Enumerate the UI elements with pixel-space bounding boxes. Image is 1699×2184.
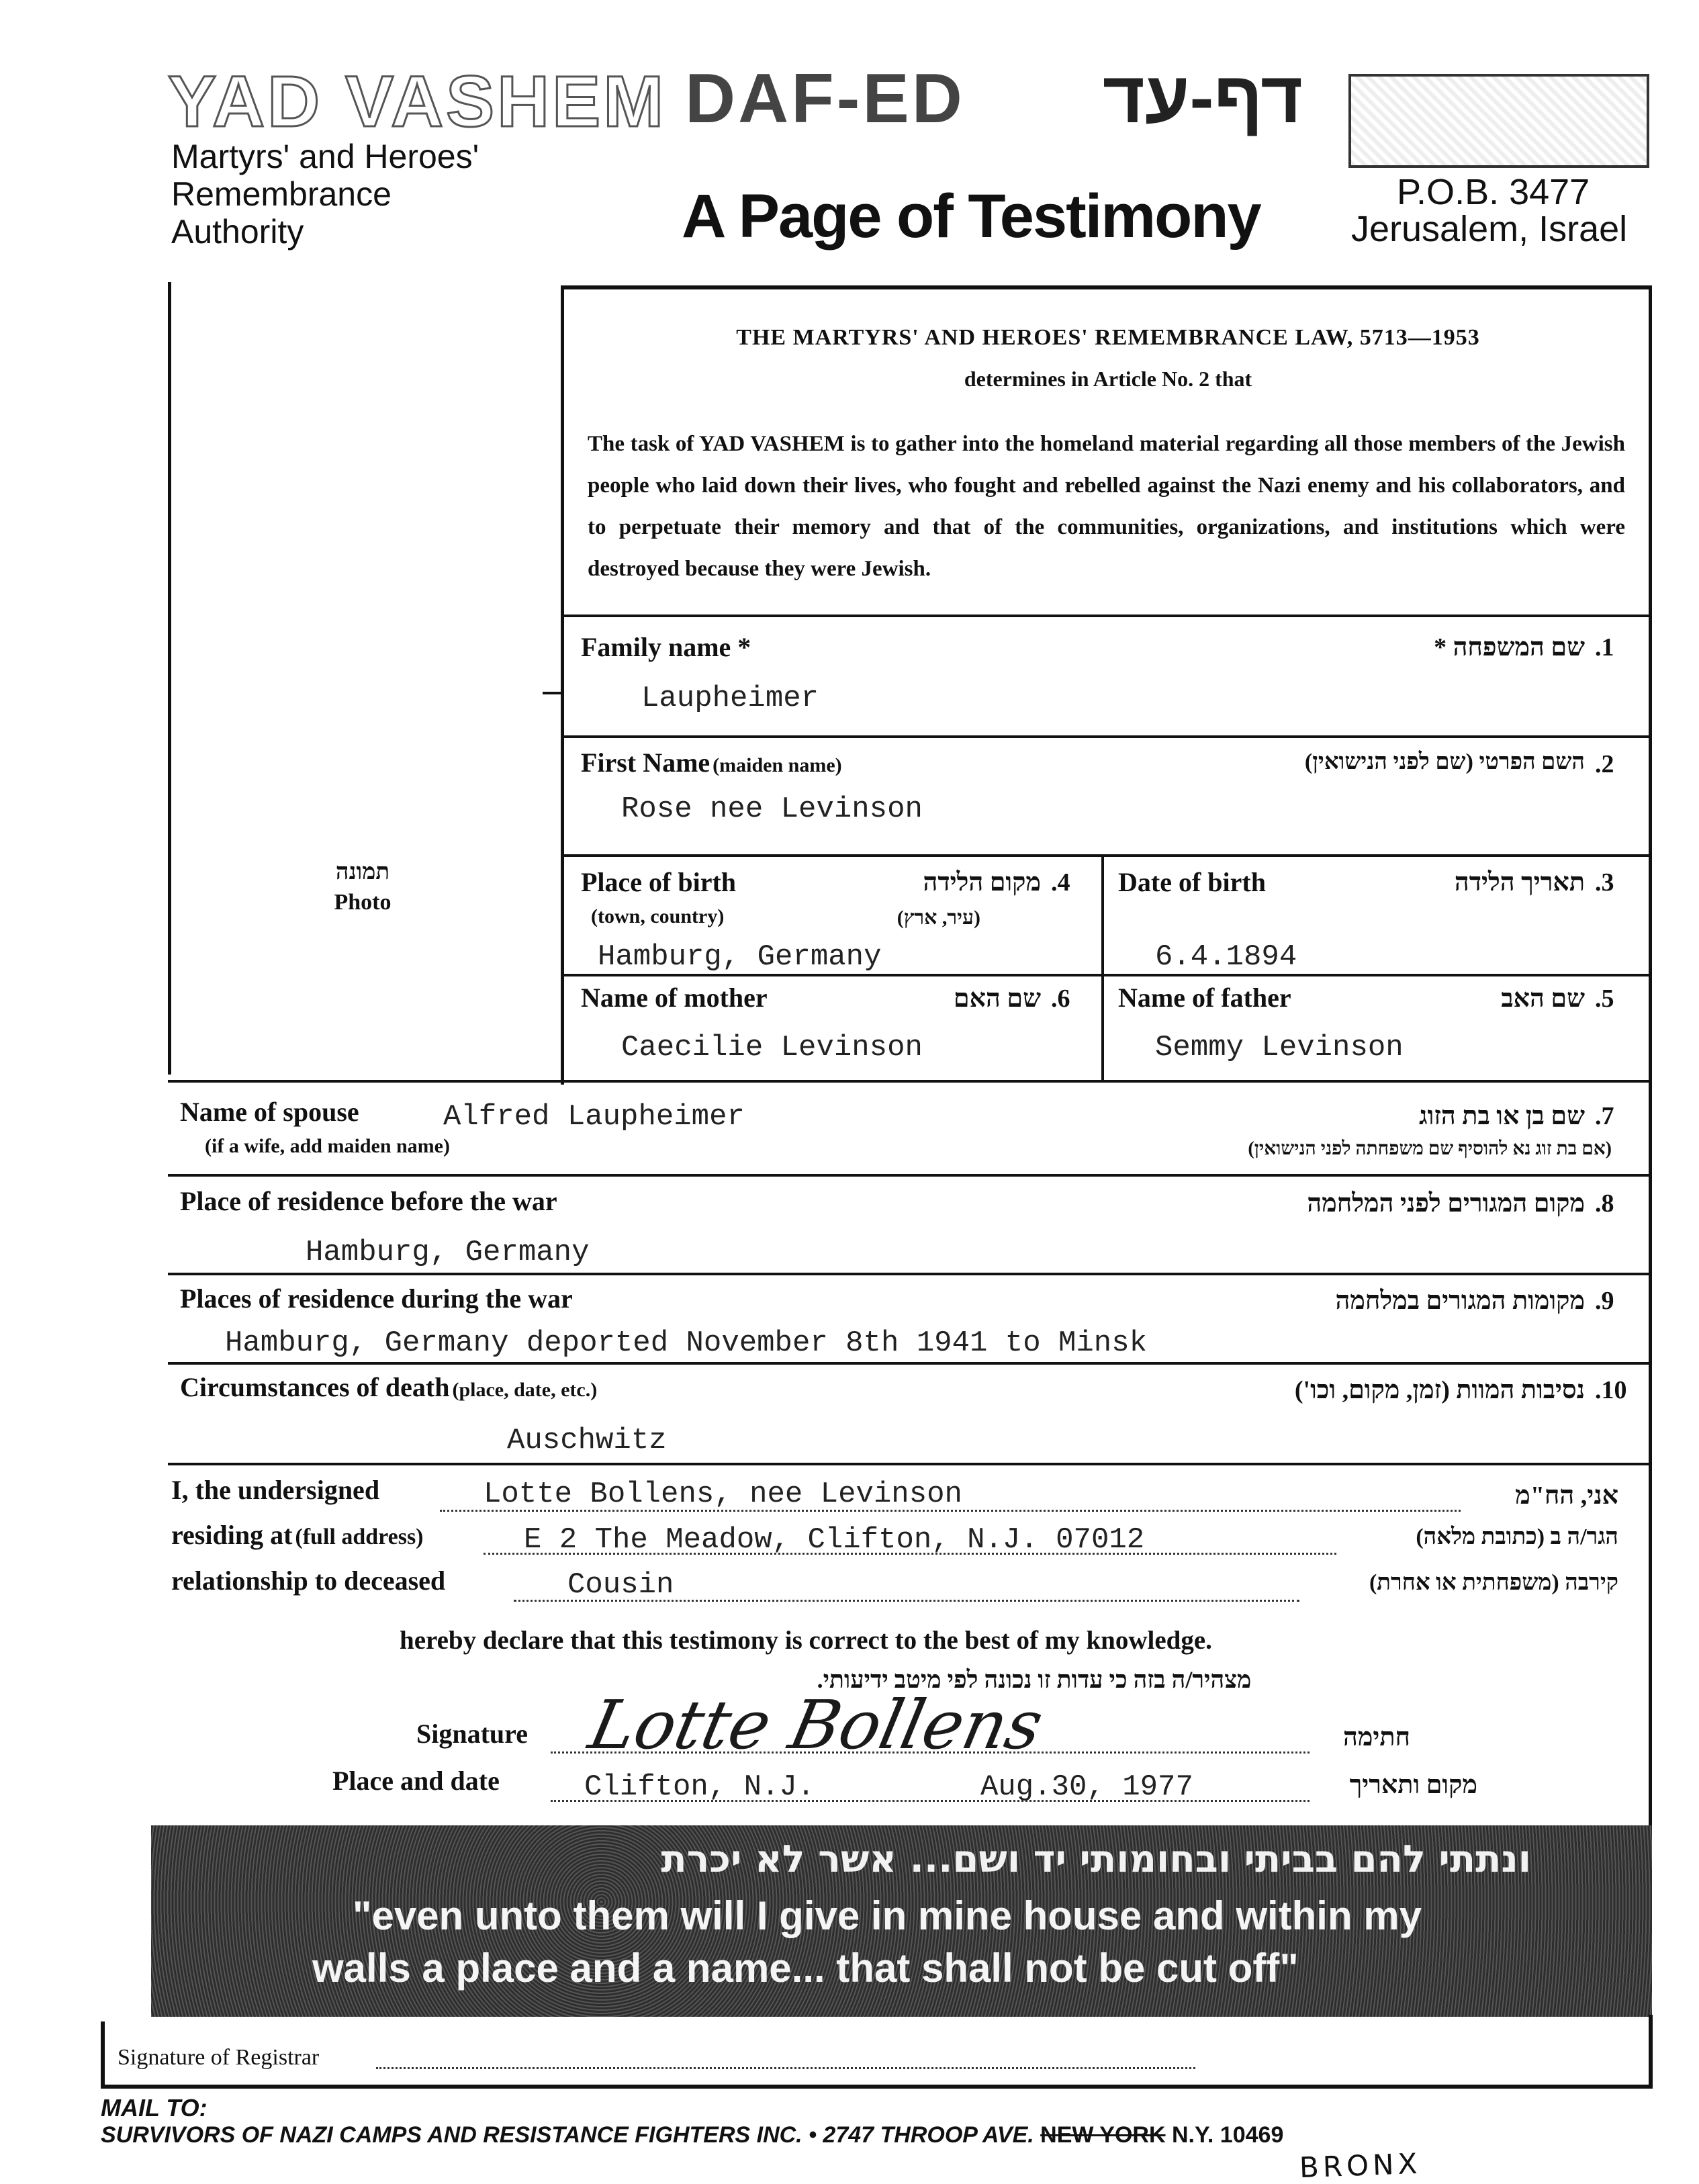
spouse-label: Name of spouse <box>180 1097 359 1127</box>
mail-to-label: MAIL TO: <box>101 2094 208 2122</box>
family-name-number: .1 <box>1595 633 1614 662</box>
registrar-bottom-bracket <box>101 2085 1649 2089</box>
banner-hebrew: ונתתי להם בביתי ובחומותי יד ושם... אשר לא יכרת <box>661 1837 1531 1881</box>
rule-7 <box>168 1362 1652 1365</box>
banner-line-1: "even unto them will I give in mine house and within my <box>353 1893 1422 1938</box>
rule-4 <box>168 1080 1652 1083</box>
date-of-birth-hebrew: תאריך הלידה <box>1454 868 1585 897</box>
signature-hebrew: חתימה <box>1342 1723 1410 1751</box>
city-address: Jerusalem, Israel <box>1351 209 1628 249</box>
law-bottom-rule <box>561 615 1652 617</box>
banner-line-2: walls a place and a name... that shall not be cut off" <box>312 1946 1299 1991</box>
first-name-hebrew: השם הפרטי (שם לפני הנישואין) <box>1304 749 1585 774</box>
residence-during-label: Places of residence during the war <box>180 1283 573 1314</box>
circumstances-value[interactable]: Auschwitz <box>507 1424 667 1457</box>
daf-ed-hebrew-logo: דף-עד <box>1102 56 1303 138</box>
father-label: Name of father <box>1118 983 1291 1013</box>
place-date-label: Place and date <box>332 1766 500 1796</box>
left-photo-border <box>168 282 171 1075</box>
stamp-box <box>1348 74 1649 168</box>
law-body: The task of YAD VASHEM is to gather into the homeland material regarding all those members of the Jewish people who laid down their lives, who fought and rebelled against the Nazi enemy and his collaborators, and to perpetuate their memory and that of the communities, organizations, and institutions which were destroyed because they were Jewish. <box>588 432 1625 581</box>
residence-before-value[interactable]: Hamburg, Germany <box>306 1236 590 1269</box>
place-of-birth-value[interactable]: Hamburg, Germany <box>598 940 882 974</box>
first-name-number: .2 <box>1595 750 1614 778</box>
photo-hebrew-label: תמונה <box>335 860 390 884</box>
relationship-label: relationship to deceased <box>171 1565 446 1596</box>
mother-hebrew: שם האם <box>953 985 1041 1013</box>
registrar-line <box>376 2067 1195 2069</box>
spouse-hebrew: שם בן או בת הזוג <box>1419 1102 1585 1130</box>
authority-name: Martyrs' and Heroes' Remembrance Authority <box>171 138 479 251</box>
declaration-hebrew: מצהיר/ה בזה כי עדות זו נכונה לפי מיטב ידיעותי. <box>817 1666 1252 1693</box>
place-date-hebrew: מקום ותאריך <box>1349 1771 1477 1799</box>
registrar-right-bracket <box>1649 2015 1653 2089</box>
handwritten-bronx: BRONX <box>1299 2146 1422 2184</box>
spouse-sub: (if a wife, add maiden name) <box>205 1135 450 1157</box>
spouse-value[interactable]: Alfred Laupheimer <box>443 1100 745 1134</box>
mother-number: .6 <box>1051 985 1070 1013</box>
undersigned-label: I, the undersigned <box>171 1475 380 1505</box>
pob-address: P.O.B. 3477 <box>1397 172 1590 212</box>
residence-during-number: .9 <box>1595 1287 1614 1315</box>
mother-value[interactable]: Caecilie Levinson <box>621 1031 923 1064</box>
rule-5 <box>168 1174 1652 1177</box>
residence-before-hebrew: מקום המגורים לפני המלחמה <box>1307 1189 1585 1218</box>
circumstances-hebrew: נסיבות המוות (זמן, מקום, וכו') <box>1294 1376 1585 1404</box>
declaration-text: hereby declare that this testimony is correct to the best of my knowledge. <box>400 1626 1212 1655</box>
place-of-birth-label: Place of birth <box>581 867 737 897</box>
undersigned-hebrew: אני, הח"מ <box>1515 1482 1618 1510</box>
signature-value[interactable]: Lotte Bollens <box>582 1686 1050 1764</box>
family-name-value[interactable]: Laupheimer <box>641 682 819 715</box>
relationship-hebrew: קירבה (משפחתית או אחרת) <box>1369 1570 1618 1595</box>
date-of-birth-label: Date of birth <box>1118 867 1266 897</box>
place-of-birth-hebrew-sub: (עיר, ארץ) <box>897 907 980 929</box>
father-number: .5 <box>1595 985 1614 1013</box>
date-of-birth-value[interactable]: 6.4.1894 <box>1155 940 1297 974</box>
circumstances-number: .10 <box>1595 1376 1627 1404</box>
date-of-birth-number: .3 <box>1595 868 1614 897</box>
undersigned-value[interactable]: Lotte Bollens, nee Levinson <box>484 1477 962 1511</box>
circumstances-label: Circumstances of death (place, date, etc.) <box>180 1372 598 1402</box>
spouse-number: .7 <box>1595 1102 1614 1130</box>
residing-label: residing at (full address) <box>171 1520 424 1550</box>
residence-during-value[interactable]: Hamburg, Germany deported November 8th 1941 to Minsk <box>225 1326 1148 1360</box>
rule-2 <box>561 854 1652 857</box>
first-name-label: First Name (maiden name) <box>581 747 842 778</box>
rule-8 <box>168 1463 1652 1465</box>
residing-value[interactable]: E 2 The Meadow, Clifton, N.J. 07012 <box>524 1523 1145 1557</box>
mid-divider <box>1101 854 1104 1083</box>
registrar-label: Signature of Registrar <box>118 2045 320 2070</box>
date-value[interactable]: Aug.30, 1977 <box>980 1770 1193 1804</box>
residence-before-label: Place of residence before the war <box>180 1186 557 1216</box>
right-border <box>1649 285 1652 1830</box>
father-value[interactable]: Semmy Levinson <box>1155 1031 1404 1064</box>
law-heading: THE MARTYRS' AND HEROES' REMEMBRANCE LAW, 5713—1953 <box>736 325 1480 350</box>
photo-label: Photo <box>334 890 392 915</box>
mother-label: Name of mother <box>581 983 768 1013</box>
place-of-birth-sub: (town, country) <box>591 905 725 927</box>
inner-left-border <box>561 285 564 1085</box>
family-name-hebrew: שם המשפחה * <box>1434 633 1585 662</box>
rule-6 <box>168 1273 1652 1275</box>
yad-vashem-logo: YAD VASHEM <box>168 60 667 142</box>
place-of-birth-number: .4 <box>1051 868 1070 897</box>
signature-label: Signature <box>416 1719 528 1749</box>
place-value[interactable]: Clifton, N.J. <box>584 1770 815 1804</box>
quote-banner <box>151 1825 1652 2017</box>
rule-3 <box>561 974 1652 976</box>
top-border <box>561 285 1652 289</box>
first-name-value[interactable]: Rose nee Levinson <box>621 792 923 826</box>
residing-hebrew: הגר/ה ב (כתובת מלאה) <box>1416 1525 1618 1549</box>
law-subheading: determines in Article No. 2 that <box>964 367 1252 391</box>
mailing-address: SURVIVORS OF NAZI CAMPS AND RESISTANCE FIGHTERS INC. • 2747 THROOP AVE. NEW YORK N.Y. 10469 <box>101 2122 1284 2148</box>
residence-during-hebrew: מקומות המגורים במלחמה <box>1335 1287 1585 1315</box>
daf-ed-logo: DAF-ED <box>685 60 965 138</box>
photo-tick <box>543 692 563 694</box>
page-title: A Page of Testimony <box>682 182 1260 251</box>
family-name-label: Family name * <box>581 632 751 662</box>
relationship-value[interactable]: Cousin <box>567 1568 674 1602</box>
registrar-left-bracket <box>101 2021 105 2089</box>
rule-1 <box>561 735 1652 738</box>
father-hebrew: שם האב <box>1501 985 1585 1013</box>
residence-before-number: .8 <box>1595 1189 1614 1218</box>
spouse-hebrew-sub: (אם בת זוג נא להוסיף שם משפחתה לפני הנישואין) <box>1248 1138 1612 1159</box>
place-of-birth-hebrew: מקום הלידה <box>923 868 1041 897</box>
